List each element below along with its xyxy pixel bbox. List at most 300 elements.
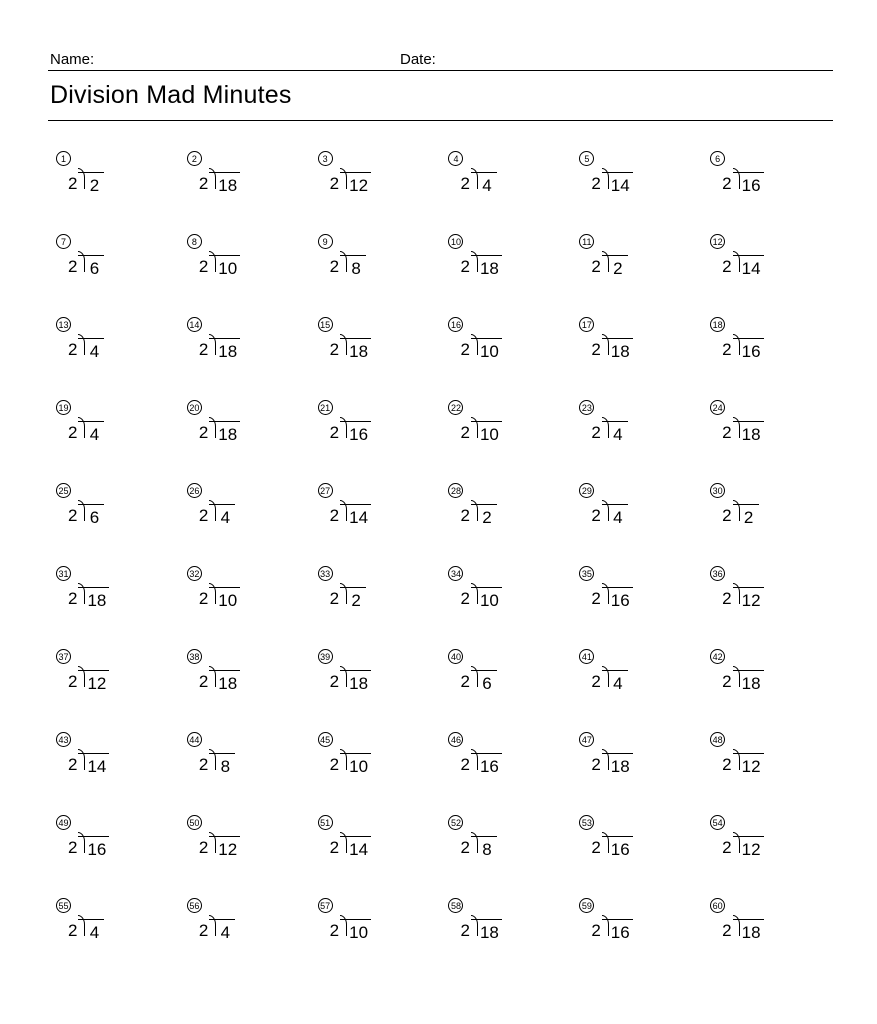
division-bracket-icon <box>733 744 764 778</box>
divisor: 2 <box>722 257 732 276</box>
dividend: 18 <box>78 587 109 612</box>
problem-number: 50 <box>187 815 202 830</box>
problem-number: 29 <box>579 483 594 498</box>
divisor: 2 <box>722 506 732 525</box>
problem-cell <box>179 732 310 782</box>
long-division-expression <box>460 495 496 529</box>
divisor: 2 <box>329 838 340 857</box>
long-division-expression <box>68 412 104 446</box>
long-division-expression <box>199 246 240 280</box>
divisor: 2 <box>329 423 340 442</box>
dividend: 4 <box>602 504 628 529</box>
long-division-expression <box>199 495 235 529</box>
problem-number: 3 <box>318 151 333 166</box>
long-division-expression <box>460 412 501 446</box>
problem-cell <box>702 649 833 699</box>
page-title: Division Mad Minutes <box>50 81 292 109</box>
division-bracket-curve-icon <box>602 915 609 936</box>
problem-cell <box>179 815 310 865</box>
divisor: 2 <box>68 257 78 276</box>
problem-number: 11 <box>579 234 594 249</box>
dividend: 18 <box>602 338 633 363</box>
long-division-expression <box>199 163 240 197</box>
divisor: 2 <box>68 921 78 940</box>
long-division-expression <box>199 661 240 695</box>
problem-cell <box>440 649 571 699</box>
division-bracket-curve-icon <box>733 583 740 604</box>
problem-cell <box>179 566 310 616</box>
problem-number: 34 <box>448 566 463 581</box>
problem-number: 23 <box>579 400 594 415</box>
problem-cell <box>702 815 833 865</box>
long-division-expression <box>199 412 240 446</box>
problem-number: 17 <box>579 317 594 332</box>
problem-number: 37 <box>56 649 71 664</box>
problem-number: 12 <box>710 234 725 249</box>
problem-cell <box>702 151 833 201</box>
dividend: 16 <box>78 836 109 861</box>
dividend: 6 <box>471 670 497 695</box>
division-bracket-icon <box>209 329 240 363</box>
dividend: 12 <box>733 753 764 778</box>
division-bracket-icon <box>602 329 633 363</box>
divisor: 2 <box>329 921 340 940</box>
divisor: 2 <box>460 506 470 525</box>
divisor: 2 <box>329 506 340 525</box>
dividend: 14 <box>340 836 371 861</box>
divisor: 2 <box>198 257 209 276</box>
problem-number: 28 <box>448 483 463 498</box>
divisor: 2 <box>722 921 732 940</box>
dividend: 10 <box>471 421 502 446</box>
divisor: 2 <box>591 257 601 276</box>
long-division-expression <box>722 578 763 612</box>
dividend: 2 <box>78 172 104 197</box>
divisor: 2 <box>591 672 601 691</box>
dividend: 2 <box>340 587 366 612</box>
division-bracket-icon <box>78 744 109 778</box>
division-bracket-icon <box>471 495 497 529</box>
problem-cell <box>310 400 441 450</box>
problem-number: 35 <box>579 566 594 581</box>
division-bracket-icon <box>471 910 502 944</box>
dividend: 18 <box>209 670 240 695</box>
long-division-expression <box>722 495 758 529</box>
dividend: 10 <box>340 753 371 778</box>
problem-number: 24 <box>710 400 725 415</box>
problem-number: 19 <box>56 400 71 415</box>
long-division-expression <box>591 827 632 861</box>
dividend: 10 <box>209 587 240 612</box>
divisor: 2 <box>329 755 340 774</box>
problem-cell <box>310 732 441 782</box>
problem-cell <box>440 898 571 948</box>
problem-cell <box>440 566 571 616</box>
divisor: 2 <box>460 423 470 442</box>
problem-number: 1 <box>56 151 71 166</box>
problem-cell <box>440 732 571 782</box>
problem-number: 2 <box>187 151 202 166</box>
dividend: 18 <box>471 255 502 280</box>
dividend: 6 <box>78 504 104 529</box>
dividend: 18 <box>602 753 633 778</box>
problem-cell <box>571 400 702 450</box>
divisor: 2 <box>198 174 209 193</box>
problem-cell <box>310 483 441 533</box>
divisor: 2 <box>460 340 470 359</box>
problem-cell <box>48 815 179 865</box>
divisor: 2 <box>722 838 732 857</box>
division-bracket-icon <box>471 661 497 695</box>
long-division-expression <box>330 495 371 529</box>
division-bracket-icon <box>78 495 104 529</box>
division-bracket-curve-icon <box>733 832 740 853</box>
problem-number: 43 <box>56 732 71 747</box>
dividend: 4 <box>78 421 104 446</box>
division-bracket-icon <box>340 744 371 778</box>
divisor: 2 <box>198 672 209 691</box>
dividend: 12 <box>733 836 764 861</box>
divisor: 2 <box>460 589 470 608</box>
long-division-expression <box>591 578 632 612</box>
problem-number: 7 <box>56 234 71 249</box>
divisor: 2 <box>198 755 209 774</box>
dividend: 10 <box>340 919 371 944</box>
problem-number: 56 <box>187 898 202 913</box>
problem-number: 16 <box>448 317 463 332</box>
division-bracket-icon <box>340 495 371 529</box>
divisor: 2 <box>591 921 601 940</box>
division-bracket-icon <box>733 329 764 363</box>
problem-number: 31 <box>56 566 71 581</box>
division-bracket-icon <box>78 827 109 861</box>
division-bracket-icon <box>340 661 371 695</box>
problem-cell <box>702 234 833 284</box>
problem-cell <box>179 151 310 201</box>
problem-cell <box>48 566 179 616</box>
problem-number: 10 <box>448 234 463 249</box>
problem-cell <box>310 898 441 948</box>
problem-number: 49 <box>56 815 71 830</box>
problem-grid <box>48 151 833 948</box>
dividend: 12 <box>209 836 240 861</box>
problem-cell <box>310 815 441 865</box>
problem-number: 45 <box>318 732 333 747</box>
division-bracket-icon <box>471 246 502 280</box>
long-division-expression <box>68 495 104 529</box>
long-division-expression <box>722 661 763 695</box>
division-bracket-icon <box>78 246 104 280</box>
dividend: 16 <box>733 172 764 197</box>
dividend: 8 <box>471 836 497 861</box>
division-bracket-icon <box>602 246 628 280</box>
divisor: 2 <box>68 340 78 359</box>
problem-number: 22 <box>448 400 463 415</box>
dividend: 6 <box>78 255 104 280</box>
division-bracket-curve-icon <box>733 168 740 189</box>
division-bracket-icon <box>209 412 240 446</box>
dividend: 12 <box>733 587 764 612</box>
division-bracket-icon <box>209 246 240 280</box>
long-division-expression <box>330 744 371 778</box>
problem-cell <box>48 400 179 450</box>
division-bracket-icon <box>209 163 240 197</box>
dividend: 18 <box>471 919 502 944</box>
division-bracket-icon <box>340 578 366 612</box>
date-label: Date: <box>400 51 436 68</box>
problem-number: 58 <box>448 898 463 913</box>
divisor: 2 <box>722 340 732 359</box>
division-bracket-icon <box>209 661 240 695</box>
dividend: 12 <box>340 172 371 197</box>
division-bracket-icon <box>733 827 764 861</box>
division-bracket-icon <box>78 578 109 612</box>
long-division-expression <box>330 827 371 861</box>
problem-number: 48 <box>710 732 725 747</box>
worksheet-meta-row <box>48 46 833 68</box>
long-division-expression <box>199 910 235 944</box>
problem-cell <box>440 234 571 284</box>
long-division-expression <box>722 246 763 280</box>
long-division-expression <box>591 329 632 363</box>
problem-cell <box>571 234 702 284</box>
problem-number: 57 <box>318 898 333 913</box>
division-bracket-icon <box>209 578 240 612</box>
long-division-expression <box>591 412 627 446</box>
problem-cell <box>702 898 833 948</box>
problem-number: 52 <box>448 815 463 830</box>
problem-cell <box>571 649 702 699</box>
problem-cell <box>48 317 179 367</box>
division-bracket-icon <box>209 827 240 861</box>
long-division-expression <box>68 246 104 280</box>
problem-cell <box>571 815 702 865</box>
problem-number: 41 <box>579 649 594 664</box>
divisor: 2 <box>460 174 470 193</box>
dividend: 4 <box>209 504 235 529</box>
long-division-expression <box>460 827 496 861</box>
problem-number: 36 <box>710 566 725 581</box>
problem-cell <box>48 151 179 201</box>
division-bracket-curve-icon <box>602 832 609 853</box>
problem-cell <box>702 483 833 533</box>
division-bracket-curve-icon <box>602 749 609 770</box>
problem-cell <box>48 234 179 284</box>
long-division-expression <box>460 661 496 695</box>
division-bracket-icon <box>471 163 497 197</box>
dividend: 2 <box>471 504 497 529</box>
division-bracket-icon <box>471 412 502 446</box>
problem-number: 46 <box>448 732 463 747</box>
long-division-expression <box>68 744 109 778</box>
division-bracket-icon <box>602 163 633 197</box>
problem-cell <box>571 898 702 948</box>
problem-number: 60 <box>710 898 725 913</box>
long-division-expression <box>199 578 240 612</box>
divisor: 2 <box>460 755 470 774</box>
divisor: 2 <box>591 838 601 857</box>
division-bracket-icon <box>602 910 633 944</box>
problem-cell <box>702 400 833 450</box>
problem-cell <box>179 483 310 533</box>
divisor: 2 <box>591 423 601 442</box>
long-division-expression <box>460 246 501 280</box>
problem-cell <box>48 483 179 533</box>
divisor: 2 <box>591 506 601 525</box>
division-bracket-curve-icon <box>602 417 609 438</box>
problem-cell <box>440 400 571 450</box>
division-bracket-curve-icon <box>733 749 740 770</box>
divisor: 2 <box>591 174 601 193</box>
problem-cell <box>310 566 441 616</box>
long-division-expression <box>330 329 371 363</box>
divisor: 2 <box>329 257 340 276</box>
dividend: 18 <box>733 919 764 944</box>
long-division-expression <box>460 329 501 363</box>
problem-cell <box>571 732 702 782</box>
long-division-expression <box>330 910 371 944</box>
divisor: 2 <box>460 838 470 857</box>
problem-cell <box>179 649 310 699</box>
problem-number: 55 <box>56 898 71 913</box>
long-division-expression <box>330 246 366 280</box>
problem-cell <box>702 317 833 367</box>
dividend: 18 <box>733 421 764 446</box>
problem-cell <box>571 483 702 533</box>
problem-cell <box>179 317 310 367</box>
problem-number: 53 <box>579 815 594 830</box>
divisor: 2 <box>198 340 209 359</box>
divisor: 2 <box>722 174 732 193</box>
division-bracket-icon <box>340 412 371 446</box>
division-bracket-icon <box>340 163 371 197</box>
long-division-expression <box>460 163 496 197</box>
problem-number: 47 <box>579 732 594 747</box>
long-division-expression <box>199 827 240 861</box>
problem-number: 30 <box>710 483 725 498</box>
dividend: 18 <box>209 172 240 197</box>
long-division-expression <box>460 910 501 944</box>
dividend: 14 <box>733 255 764 280</box>
division-bracket-icon <box>602 827 633 861</box>
long-division-expression <box>722 910 763 944</box>
division-bracket-icon <box>602 578 633 612</box>
division-bracket-icon <box>602 661 628 695</box>
dividend: 16 <box>471 753 502 778</box>
division-bracket-curve-icon <box>733 334 740 355</box>
division-bracket-curve-icon <box>733 417 740 438</box>
division-bracket-icon <box>471 578 502 612</box>
problem-number: 18 <box>710 317 725 332</box>
divisor: 2 <box>591 589 601 608</box>
dividend: 10 <box>209 255 240 280</box>
problem-cell <box>440 151 571 201</box>
long-division-expression <box>591 246 627 280</box>
problem-number: 32 <box>187 566 202 581</box>
division-bracket-icon <box>602 495 628 529</box>
problem-cell <box>702 566 833 616</box>
dividend: 4 <box>78 338 104 363</box>
division-bracket-icon <box>733 910 764 944</box>
division-bracket-icon <box>471 744 502 778</box>
division-bracket-icon <box>733 163 764 197</box>
dividend: 2 <box>733 504 759 529</box>
long-division-expression <box>722 412 763 446</box>
division-bracket-icon <box>340 329 371 363</box>
divisor: 2 <box>591 340 601 359</box>
division-bracket-icon <box>78 163 104 197</box>
problem-number: 20 <box>187 400 202 415</box>
problem-number: 26 <box>187 483 202 498</box>
divisor: 2 <box>198 506 209 525</box>
long-division-expression <box>199 329 240 363</box>
divisor: 2 <box>329 174 340 193</box>
divisor: 2 <box>68 672 78 691</box>
divisor: 2 <box>198 838 209 857</box>
division-bracket-curve-icon <box>733 666 740 687</box>
long-division-expression <box>722 744 763 778</box>
division-bracket-icon <box>471 329 502 363</box>
long-division-expression <box>591 495 627 529</box>
problem-number: 6 <box>710 151 725 166</box>
long-division-expression <box>199 744 235 778</box>
problem-number: 4 <box>448 151 463 166</box>
long-division-expression <box>722 163 763 197</box>
dividend: 16 <box>602 836 633 861</box>
dividend: 8 <box>209 753 235 778</box>
long-division-expression <box>460 744 501 778</box>
long-division-expression <box>68 578 109 612</box>
division-bracket-icon <box>733 495 759 529</box>
long-division-expression <box>591 744 632 778</box>
divisor: 2 <box>329 589 340 608</box>
divisor: 2 <box>722 672 732 691</box>
division-bracket-icon <box>471 827 497 861</box>
division-bracket-icon <box>733 578 764 612</box>
problem-cell <box>571 566 702 616</box>
problem-cell <box>48 898 179 948</box>
dividend: 18 <box>209 338 240 363</box>
division-bracket-icon <box>78 661 109 695</box>
long-division-expression <box>330 163 371 197</box>
dividend: 4 <box>209 919 235 944</box>
problem-number: 21 <box>318 400 333 415</box>
long-division-expression <box>722 329 763 363</box>
problem-cell <box>179 234 310 284</box>
divisor: 2 <box>460 257 470 276</box>
name-label: Name: <box>50 51 95 68</box>
division-bracket-curve-icon <box>602 251 609 272</box>
problem-cell <box>571 317 702 367</box>
title-divider <box>48 120 833 121</box>
division-bracket-curve-icon <box>733 251 740 272</box>
division-bracket-icon <box>340 827 371 861</box>
dividend: 4 <box>471 172 497 197</box>
dividend: 18 <box>733 670 764 695</box>
divisor: 2 <box>68 838 78 857</box>
division-bracket-icon <box>602 412 628 446</box>
problem-number: 51 <box>318 815 333 830</box>
division-bracket-icon <box>733 412 764 446</box>
problem-number: 40 <box>448 649 463 664</box>
long-division-expression <box>68 827 109 861</box>
dividend: 16 <box>602 919 633 944</box>
problem-number: 5 <box>579 151 594 166</box>
problem-number: 44 <box>187 732 202 747</box>
long-division-expression <box>68 329 104 363</box>
problem-number: 13 <box>56 317 71 332</box>
divisor: 2 <box>722 423 732 442</box>
